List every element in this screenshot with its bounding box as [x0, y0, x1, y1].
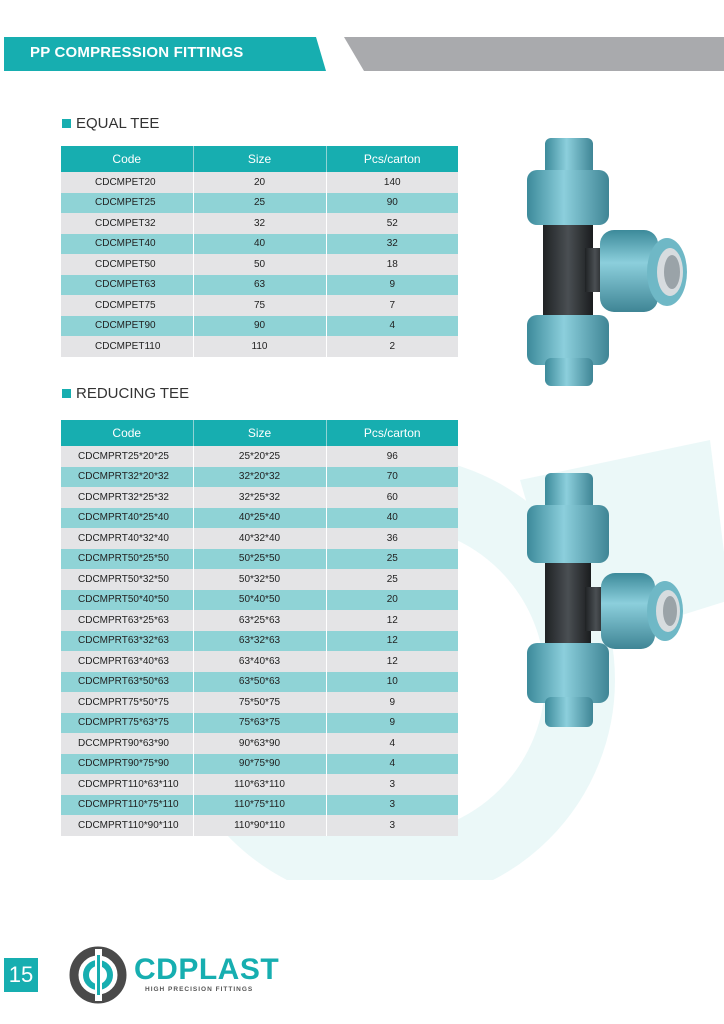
- table-row: [61, 631, 458, 652]
- cdplast-logo-icon: [68, 945, 132, 1005]
- table-row: [61, 569, 458, 590]
- brand-name: CDPLAST: [134, 953, 280, 986]
- cell-code: CDCMPET50: [61, 254, 193, 275]
- cell-pcs: 3: [326, 795, 458, 816]
- table-row: [61, 590, 458, 611]
- header-banner-grey: [344, 37, 724, 71]
- cell-size: 75*63*75: [193, 713, 326, 734]
- table-row: [61, 815, 458, 836]
- equal-tee-product-image: [505, 130, 715, 390]
- table-row: [61, 234, 458, 255]
- column-header-pcs: Pcs/carton: [326, 146, 458, 172]
- cell-size: 50: [193, 254, 326, 275]
- cell-pcs: 90: [326, 193, 458, 214]
- table-row: [61, 193, 458, 214]
- cell-code: CDCMPRT63*50*63: [61, 672, 193, 693]
- page-title: PP COMPRESSION FITTINGS: [30, 44, 244, 61]
- page-number: 15: [4, 958, 38, 992]
- cell-size: 50*32*50: [193, 569, 326, 590]
- cell-size: 40: [193, 234, 326, 255]
- column-header-pcs: Pcs/carton: [326, 420, 458, 446]
- cell-code: CDCMPRT90*75*90: [61, 754, 193, 775]
- cell-pcs: 4: [326, 733, 458, 754]
- cell-code: CDCMPET20: [61, 172, 193, 193]
- cell-size: 25: [193, 193, 326, 214]
- cell-pcs: 18: [326, 254, 458, 275]
- cell-pcs: 7: [326, 295, 458, 316]
- cell-size: 32*20*32: [193, 467, 326, 488]
- cell-pcs: 140: [326, 172, 458, 193]
- reducing-tee-heading-label: REDUCING TEE: [76, 385, 190, 402]
- cell-size: 50*40*50: [193, 590, 326, 611]
- equal-tee-heading-label: EQUAL TEE: [76, 115, 160, 132]
- cell-pcs: 52: [326, 213, 458, 234]
- cell-pcs: 96: [326, 446, 458, 467]
- cell-code: CDCMPET110: [61, 336, 193, 357]
- cell-size: 32: [193, 213, 326, 234]
- table-row: [61, 446, 458, 467]
- cell-pcs: 60: [326, 487, 458, 508]
- cell-pcs: 12: [326, 631, 458, 652]
- cell-size: 90: [193, 316, 326, 337]
- cell-pcs: 10: [326, 672, 458, 693]
- cell-code: CDCMPRT50*25*50: [61, 549, 193, 570]
- column-header-code: Code: [61, 146, 193, 172]
- cell-code: CDCMPRT32*20*32: [61, 467, 193, 488]
- cell-size: 110*63*110: [193, 774, 326, 795]
- table-row: [61, 508, 458, 529]
- section-marker: [62, 389, 71, 398]
- column-header-size: Size: [193, 146, 326, 172]
- cell-size: 63*25*63: [193, 610, 326, 631]
- cell-code: CDCMPET25: [61, 193, 193, 214]
- table-row: [61, 254, 458, 275]
- table-row: [61, 692, 458, 713]
- cell-code: DCCMPRT90*63*90: [61, 733, 193, 754]
- cell-size: 75: [193, 295, 326, 316]
- cell-code: CDCMPET40: [61, 234, 193, 255]
- cell-size: 75*50*75: [193, 692, 326, 713]
- table-row: [61, 487, 458, 508]
- cell-code: CDCMPRT110*90*110: [61, 815, 193, 836]
- cell-pcs: 12: [326, 610, 458, 631]
- table-row: [61, 172, 458, 193]
- table-row: [61, 651, 458, 672]
- column-header-code: Code: [61, 420, 193, 446]
- table-row: [61, 733, 458, 754]
- cell-pcs: 3: [326, 774, 458, 795]
- cell-size: 63: [193, 275, 326, 296]
- cell-pcs: 25: [326, 549, 458, 570]
- cell-code: CDCMPRT40*32*40: [61, 528, 193, 549]
- cell-size: 50*25*50: [193, 549, 326, 570]
- cell-code: CDCMPRT75*50*75: [61, 692, 193, 713]
- cell-pcs: 25: [326, 569, 458, 590]
- cell-size: 63*50*63: [193, 672, 326, 693]
- table-row: [61, 275, 458, 296]
- cell-code: CDCMPRT63*40*63: [61, 651, 193, 672]
- table-row: [61, 795, 458, 816]
- column-header-size: Size: [193, 420, 326, 446]
- cell-code: CDCMPRT32*25*32: [61, 487, 193, 508]
- table-row: [61, 213, 458, 234]
- cell-pcs: 32: [326, 234, 458, 255]
- cell-size: 110*75*110: [193, 795, 326, 816]
- cell-code: CDCMPRT50*32*50: [61, 569, 193, 590]
- table-row: [61, 316, 458, 337]
- section-marker: [62, 119, 71, 128]
- cell-code: CDCMPRT40*25*40: [61, 508, 193, 529]
- cell-pcs: 36: [326, 528, 458, 549]
- reducing-tee-product-image: [505, 465, 715, 735]
- table-row: [61, 672, 458, 693]
- table-header-row: [61, 146, 458, 172]
- reducing-tee-table: [61, 420, 458, 836]
- brand-tagline: HIGH PRECISION FITTINGS: [145, 986, 254, 993]
- cell-code: CDCMPET32: [61, 213, 193, 234]
- cell-size: 110: [193, 336, 326, 357]
- cell-code: CDCMPRT110*75*110: [61, 795, 193, 816]
- cell-code: CDCMPRT110*63*110: [61, 774, 193, 795]
- cell-pcs: 20: [326, 590, 458, 611]
- cell-pcs: 9: [326, 713, 458, 734]
- table-row: [61, 610, 458, 631]
- cell-code: CDCMPRT75*63*75: [61, 713, 193, 734]
- cell-pcs: 3: [326, 815, 458, 836]
- cell-size: 90*75*90: [193, 754, 326, 775]
- table-row: [61, 336, 458, 357]
- cell-size: 90*63*90: [193, 733, 326, 754]
- cell-code: CDCMPET63: [61, 275, 193, 296]
- equal-tee-heading: [62, 115, 159, 132]
- cell-size: 40*25*40: [193, 508, 326, 529]
- table-header-row: [61, 420, 458, 446]
- cell-code: CDCMPRT50*40*50: [61, 590, 193, 611]
- cell-size: 32*25*32: [193, 487, 326, 508]
- cell-pcs: 4: [326, 316, 458, 337]
- cell-pcs: 9: [326, 275, 458, 296]
- cell-pcs: 9: [326, 692, 458, 713]
- cell-size: 25*20*25: [193, 446, 326, 467]
- cell-pcs: 70: [326, 467, 458, 488]
- cell-pcs: 2: [326, 336, 458, 357]
- cell-size: 20: [193, 172, 326, 193]
- cell-code: CDCMPRT25*20*25: [61, 446, 193, 467]
- equal-tee-table: [61, 146, 458, 357]
- table-row: [61, 467, 458, 488]
- table-row: [61, 774, 458, 795]
- cell-code: CDCMPRT63*25*63: [61, 610, 193, 631]
- table-row: [61, 754, 458, 775]
- cell-size: 40*32*40: [193, 528, 326, 549]
- reducing-tee-heading: [62, 385, 189, 402]
- table-row: [61, 295, 458, 316]
- cell-size: 110*90*110: [193, 815, 326, 836]
- cell-code: CDCMPET90: [61, 316, 193, 337]
- cell-pcs: 4: [326, 754, 458, 775]
- cell-pcs: 12: [326, 651, 458, 672]
- table-row: [61, 713, 458, 734]
- table-row: [61, 528, 458, 549]
- cell-size: 63*40*63: [193, 651, 326, 672]
- cell-code: CDCMPET75: [61, 295, 193, 316]
- cell-code: CDCMPRT63*32*63: [61, 631, 193, 652]
- cell-size: 63*32*63: [193, 631, 326, 652]
- table-row: [61, 549, 458, 570]
- cell-pcs: 40: [326, 508, 458, 529]
